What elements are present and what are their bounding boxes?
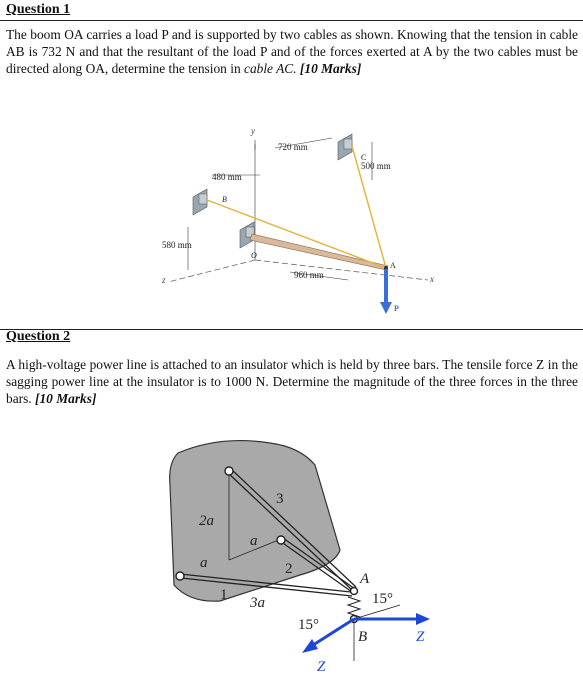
z-axis <box>168 260 255 282</box>
label-bar-2: 2 <box>285 561 293 577</box>
label-a-mid: a <box>250 533 258 549</box>
bracket-c <box>338 134 352 160</box>
dim-720: 720 mm <box>278 142 308 152</box>
z-force-right-arrowhead <box>416 613 430 625</box>
boom-oa <box>250 234 388 270</box>
question-2-text <box>6 356 578 407</box>
x-axis <box>255 260 428 280</box>
dim-580: 580 mm <box>162 240 192 250</box>
dim-500: 500 mm <box>361 161 391 171</box>
question-2-marks: [10 Marks] <box>35 391 97 406</box>
label-angle-right: 15° <box>372 591 393 607</box>
pin-top <box>225 467 233 475</box>
angle-reference-right <box>354 605 400 619</box>
label-b: B <box>222 195 227 204</box>
question-1-text <box>6 26 578 77</box>
question-2-heading: Question 2 <box>6 329 71 344</box>
dim-480: 480 mm <box>212 172 242 182</box>
y-axis-label: y <box>251 126 255 136</box>
pin-a <box>351 588 358 595</box>
pin-left <box>176 572 184 580</box>
z-force-left-arrowhead <box>302 639 318 653</box>
boom-figure <box>150 112 450 322</box>
pin-middle <box>277 536 285 544</box>
label-bar-3: 3 <box>276 491 284 507</box>
question-1-italic: cable AC. <box>244 61 297 76</box>
z-axis-label: z <box>162 275 166 285</box>
label-c: C <box>361 153 367 162</box>
cable-ab <box>207 200 386 268</box>
insulator <box>348 597 360 617</box>
label-angle-left: 15° <box>298 617 319 633</box>
insulator-figure <box>160 425 450 675</box>
label-p: P <box>394 304 399 313</box>
label-3a: 3a <box>250 595 265 611</box>
label-a-left: a <box>200 555 208 571</box>
question-1-marks: [10 Marks] <box>299 61 362 76</box>
label-bar-1: 1 <box>220 587 228 603</box>
label-z-bottom: Z <box>317 659 326 675</box>
label-z-right: Z <box>416 629 425 645</box>
question-2-body: A high-voltage power line is attached to an insulator which is held by three bars. The tensile force Z in the sagging power line at the insulator is to 1000 N. Determine the magnitude of the three forces in the three bars. <box>6 357 578 406</box>
x-axis-label: x <box>430 274 434 284</box>
bracket-b <box>193 189 207 215</box>
label-2a: 2a <box>199 513 214 529</box>
question-1-body: The boom OA carries a load P and is supported by two cables as shown. Knowing that the tension in cable AB is 732 N and that the resultant of the load P and of the forces exerted at A by the two cables must be directed along OA, determine the tension in <box>6 27 578 76</box>
label-b-point: B <box>358 629 368 645</box>
dim-960: 960 mm <box>294 270 324 280</box>
label-o: O <box>251 251 257 260</box>
divider-middle <box>0 329 583 330</box>
wall-support <box>170 441 340 602</box>
load-p-arrowhead <box>380 302 392 314</box>
divider-top <box>0 20 583 21</box>
question-1-heading: Question 1 <box>6 2 71 17</box>
label-a-point: A <box>360 571 370 587</box>
label-a: A <box>390 261 396 270</box>
